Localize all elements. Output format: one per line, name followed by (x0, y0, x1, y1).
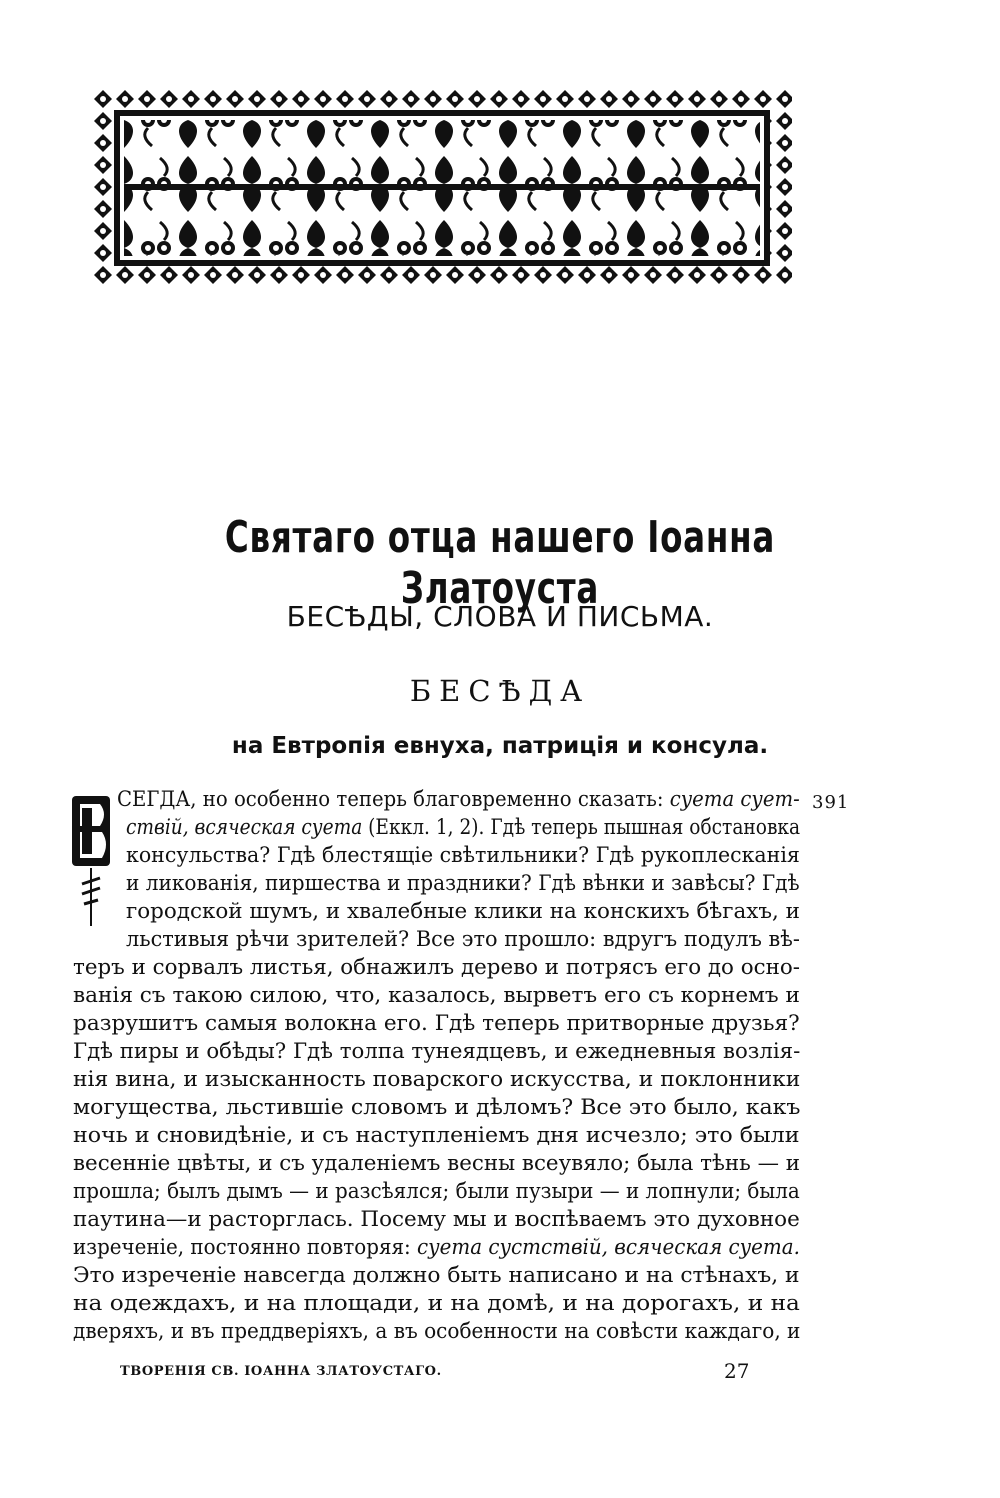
text-line: прошла; былъ дымъ — и разсѣялся; были пузыри — и лопнули; была (73, 1179, 800, 1204)
section-subtitle: на Евтропія евнуха, патриція и консула. (231, 733, 769, 759)
text-line: ночь и сновидѣніе, и съ наступленіемъ дня исчезло; это были (73, 1123, 800, 1148)
text-line: паутина—и расторглась. Посему мы и воспѣваемъ это духовное (73, 1207, 800, 1232)
text-line: городской шумъ, и хвалебные клики на конскихъ бѣгахъ, и (126, 899, 800, 924)
text-line: на одеждахъ, и на площади, и на домѣ, и на дорогахъ, и на (73, 1291, 800, 1316)
text-line: ванія съ такою силою, что, казалось, вырветъ его съ корнемъ и (73, 983, 800, 1008)
footer-book-signature: ТВОРЕНІЯ СВ. ІОАННА ЗЛАТОУСТАГО. (120, 1364, 442, 1379)
text-line: могущества, льстившіе словомъ и дѣломъ? Все это было, какъ (73, 1095, 801, 1120)
text-line: СЕГДА, но особенно теперь благовременно сказать: суета сует- (117, 787, 800, 812)
text-line: Это изреченіе навсегда должно быть написано и на стѣнахъ, и (73, 1263, 800, 1288)
text-line: весенніе цвѣты, и съ удаленіемъ весны всеувяло; была тѣнь — и (73, 1151, 800, 1176)
section-title: БЕСѢДА (409, 674, 591, 708)
text-line: дверяхъ, и въ преддверіяхъ, а въ особенности на совѣсти каждаго, и (73, 1319, 801, 1344)
text-line: ствій, всяческая суета (Еккл. 1, 2). Гдѣ теперь пышная обстановка (126, 815, 801, 840)
text-line: и ликованія, пиршества и праздники? Гдѣ вѣнки и завѣсы? Гдѣ (126, 871, 800, 896)
text-line: теръ и сорвалъ листья, обнажилъ дерево и потрясъ его до осно- (73, 955, 800, 980)
text-line: изреченіе, постоянно повторяя: суета сустствій, всяческая суета. (73, 1235, 800, 1260)
book-subtitle: БЕСѢДЫ, СЛОВА И ПИСЬМА. (286, 600, 714, 633)
text-line: разрушитъ самыя волокна его. Гдѣ теперь притворные друзья? (73, 1011, 800, 1036)
margin-note: 391 (812, 792, 850, 813)
text-line: Гдѣ пиры и обѣды? Гдѣ толпа тунеядцевъ, и ежедневныя возлія- (73, 1039, 801, 1064)
text-line: консульства? Гдѣ блестящіе свѣтильники? Гдѣ рукоплесканія (126, 843, 800, 868)
page-number: 27 (724, 1359, 750, 1383)
text-line: нія вина, и изысканность поварского искусства, и поклонники (73, 1067, 801, 1092)
decorative-dropcap-initial (66, 788, 116, 928)
book-title: Святаго отца нашего Іоанна Златоуста (224, 512, 776, 614)
decorative-header-ornament (92, 88, 792, 288)
text-line: льстивыя рѣчи зрителей? Все это прошло: вдругъ подулъ вѣ- (126, 927, 800, 952)
